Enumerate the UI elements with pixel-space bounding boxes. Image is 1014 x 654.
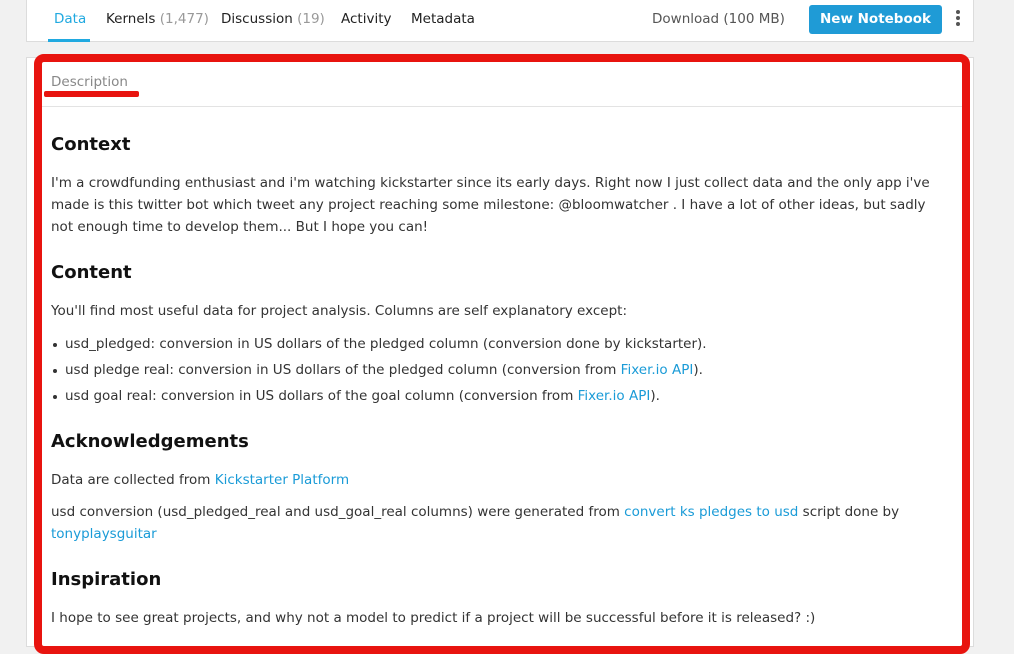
list-item-text: usd goal real: conversion in US dollars of the goal column (conversion from	[65, 388, 578, 404]
author-link[interactable]: tonyplaysguitar	[51, 526, 157, 542]
ack-line-2-text: usd conversion (usd_pledged_real and usd_goal_real columns) were generated from	[51, 504, 625, 520]
list-item-suffix: ).	[650, 388, 660, 404]
ack-line-1	[51, 469, 349, 491]
fixer-api-link[interactable]: Fixer.io API	[577, 388, 651, 404]
list-item-suffix: ).	[693, 362, 703, 378]
active-tab-underline	[48, 39, 90, 42]
ack-line-2-suffix: script done by	[798, 504, 900, 520]
more-options-icon[interactable]	[952, 8, 964, 32]
subtab-description[interactable]: Description	[51, 74, 128, 90]
fixer-api-link[interactable]: Fixer.io API	[620, 362, 694, 378]
ack-line-1-text: Data are collected from	[51, 472, 215, 488]
subtab-divider	[42, 106, 964, 107]
kickstarter-platform-link[interactable]: Kickstarter Platform	[214, 472, 350, 488]
list-item-text: usd_pledged: conversion in US dollars of the pledged column (conversion done by kickstarter).	[65, 336, 707, 352]
tab-metadata[interactable]	[411, 11, 475, 27]
content-heading: Content	[51, 262, 132, 283]
list-item	[65, 357, 945, 383]
context-text: I'm a crowdfunding enthusiast and i'm watching kickstarter since its early days. Right now I just collect data and the only app i've made is this twitter bot which tweet any project reaching some milestone: @bloomwatcher . I have a lot of other ideas, but sadly not enough time to develop them... But I hope you can!	[51, 175, 930, 235]
tab-activity-label: Activity	[341, 11, 392, 27]
tab-discussion-count: (19)	[297, 11, 325, 27]
tab-kernels-count: (1,477)	[159, 11, 209, 27]
content-intro: You'll find most useful data for project analysis. Columns are self explanatory except:	[51, 303, 628, 319]
inspiration-text: I hope to see great projects, and why not a model to predict if a project will be successful before it is released? :)	[51, 610, 816, 626]
inspiration-heading: Inspiration	[51, 569, 162, 590]
tab-discussion[interactable]	[221, 11, 325, 27]
download-link[interactable]: Download (100 MB)	[652, 11, 785, 27]
tab-data[interactable]	[54, 11, 86, 27]
tab-kernels[interactable]	[106, 11, 209, 27]
columns-list	[51, 331, 945, 409]
tab-activity[interactable]	[341, 11, 392, 27]
dataset-nav-bar	[26, 0, 974, 42]
list-item	[65, 383, 945, 409]
acknowledgements-heading: Acknowledgements	[51, 431, 249, 452]
new-notebook-button[interactable]: New Notebook	[809, 5, 942, 34]
tab-metadata-label: Metadata	[411, 11, 475, 27]
highlight-underline	[44, 91, 139, 97]
list-item-text: usd pledge real: conversion in US dollars of the pledged column (conversion from	[65, 362, 621, 378]
ack-line-2	[51, 501, 931, 545]
tab-data-label: Data	[54, 11, 87, 27]
convert-script-link[interactable]: convert ks pledges to usd	[624, 504, 799, 520]
tab-discussion-label: Discussion	[221, 11, 298, 27]
list-item	[65, 331, 945, 357]
tab-kernels-label: Kernels	[106, 11, 160, 27]
context-heading: Context	[51, 134, 131, 155]
